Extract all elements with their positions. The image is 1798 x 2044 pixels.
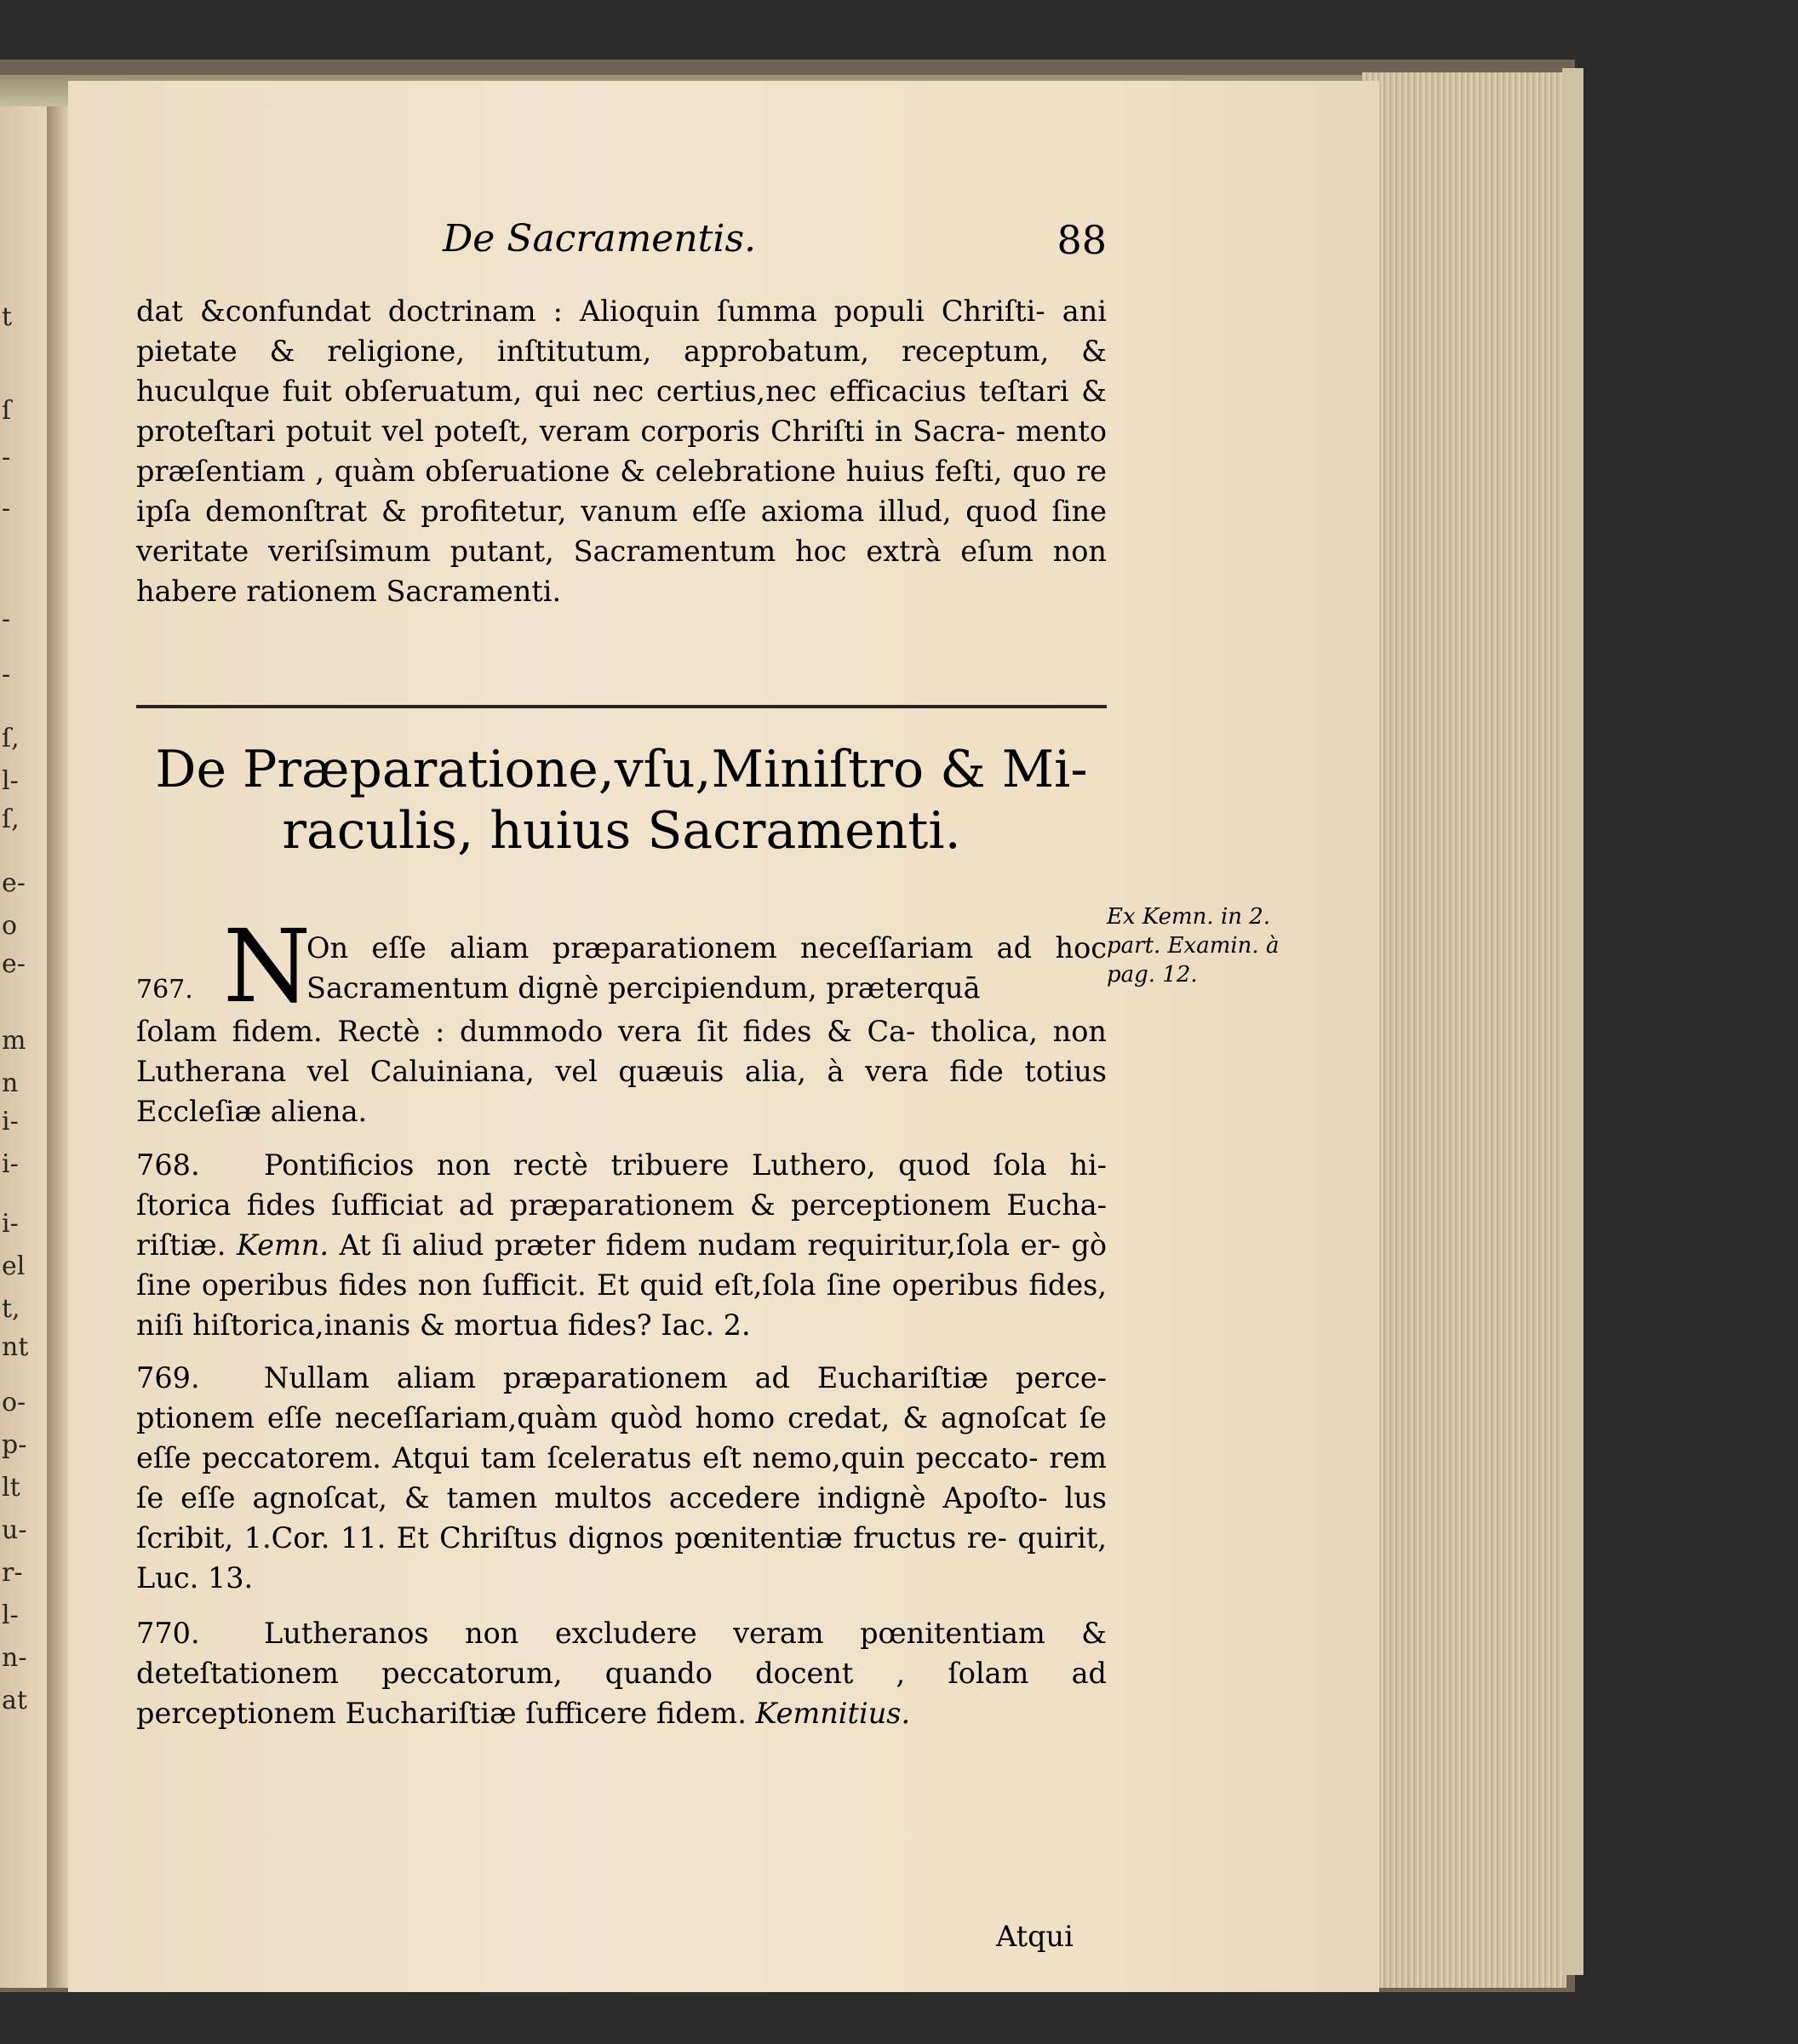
margin-fragment: t, [2,1294,20,1324]
section-rule [136,705,1107,708]
paragraph-number: 767. [136,975,193,1005]
paragraph-text: Nullam aliam præparationem ad Euchariſtiæ perce- ptionem eſſe neceſſariam,quàm quòd homo credat, & agnoſcat ſe eſſe peccatorem. Atqui tam ſceleratus eſt nemo,quin peccato- rem ſe eſſe agnoſcat, & tamen multos accedere indignè Apoſto- lus ſcribit, 1.Cor. 11. Et Chriſtus dignos pœnitentiæ fructus re- quirit, Luc. 13. [136,1361,1107,1595]
paragraph-number: 769. [136,1361,200,1394]
margin-fragment: i- [2,1107,19,1137]
paragraph-text: At ſi aliud præter fidem nudam requiritur,ſola er- gò ſine operibus fides non ſufficit. Et quid eſt,ſola ſine operibus fides, niſi hiſtorica,inanis & mortua fides? Iac. 2. [136,1228,1107,1342]
paragraph-767-rest: ſolam fidem. Rectè : dummodo vera ſit fides & Ca- tholica, non Lutherana vel Caluiniana, vel quæuis alia, à vera fide totius Eccleſiæ aliena. [136,1015,1107,1128]
margin-fragment: nt [2,1332,29,1362]
paragraph-769 [136,1358,1107,1598]
margin-fragment: - [2,660,11,690]
paragraph-number: 770. [136,1617,200,1650]
previous-page-strip [0,106,51,1988]
margin-fragment: - [2,604,11,634]
margin-fragment: o- [2,1388,26,1417]
margin-fragment: i- [2,1209,19,1239]
paragraph-770 [136,1613,1107,1733]
margin-fragment: m [2,1026,26,1056]
margin-fragment: t [2,302,13,332]
margin-fragment: n [2,1068,19,1098]
running-head: De Sacramentis. [443,217,757,261]
page-header [443,217,1107,268]
section-heading: De Præparatione,vſu,Miniſtro & Mi- raculis, huius Sacramenti. [155,740,1088,861]
margin-fragment: u- [2,1515,27,1545]
margin-fragment: p- [2,1430,27,1460]
source-reference: Kemn. [237,1228,329,1262]
top-paragraph: dat &confundat doctrinam : Alioquin ſumma populi Chriſti- ani pietate & religione, inſtitutum, approbatum, receptum, & huculque fuit obſeruatum, qui nec certius,nec efficacius teſtari & proteſtari potuit vel poteſt, veram corporis Chriſti in Sacra- mento præſentiam , quàm obſeruatione & celebratione huius feſti, quo re ipſa demonſtrat & profitetur, vanum eſſe axioma illud, quod ſine veritate veriſsimum putant, Sacramentum hoc extrà eſum non habere rationem Sacramenti. [136,295,1107,608]
margin-fragment: i- [2,1149,19,1179]
drop-cap: N [223,907,312,1025]
margin-fragment: l- [2,766,19,796]
margin-fragment: ſ, [2,724,20,753]
paragraph-768 [136,1145,1107,1345]
margin-fragment: n- [2,1643,27,1673]
margin-fragment: - [2,443,11,472]
page-edges-shade [1562,68,1583,1975]
margin-fragment: e- [2,868,26,898]
paragraph-text: Pontificios non rectè tribuere Luthero, quod ſola hi- ſtorica fides ſufficiat ad præparationem & perceptionem Eucha- riſtiæ. [136,1148,1107,1262]
margin-fragment: o [2,911,18,941]
margin-fragment: - [2,494,11,524]
margin-fragment: ſ [2,396,12,426]
page-edges [1362,72,1566,1988]
margin-fragment: e- [2,949,26,979]
margin-fragment: lt [2,1473,20,1503]
margin-fragment: ſ, [2,804,20,834]
page-number: 88 [1056,217,1107,263]
source-reference: Kemnitius. [755,1697,911,1730]
paragraph-767-opening: On eſſe aliam præparationem neceſſariam ad hoc Sacramentum dignè percipiendum, præterquā [306,931,1107,1005]
margin-fragment: el [2,1251,26,1281]
marginal-note: Ex Kemn. in 2. part. Examin. à pag. 12. [1107,904,1280,988]
catchword: Atqui [996,1920,1074,1953]
margin-fragment: l- [2,1600,19,1630]
paragraph-number: 768. [136,1148,200,1182]
paragraph-text: Lutheranos non excludere veram pœnitentiam & deteſtationem peccatorum, quando docent , ſolam ad perceptionem Euchariſtiæ ſufficere fidem. [136,1617,1107,1730]
margin-fragment: at [2,1686,27,1715]
margin-fragment: r- [2,1558,23,1588]
